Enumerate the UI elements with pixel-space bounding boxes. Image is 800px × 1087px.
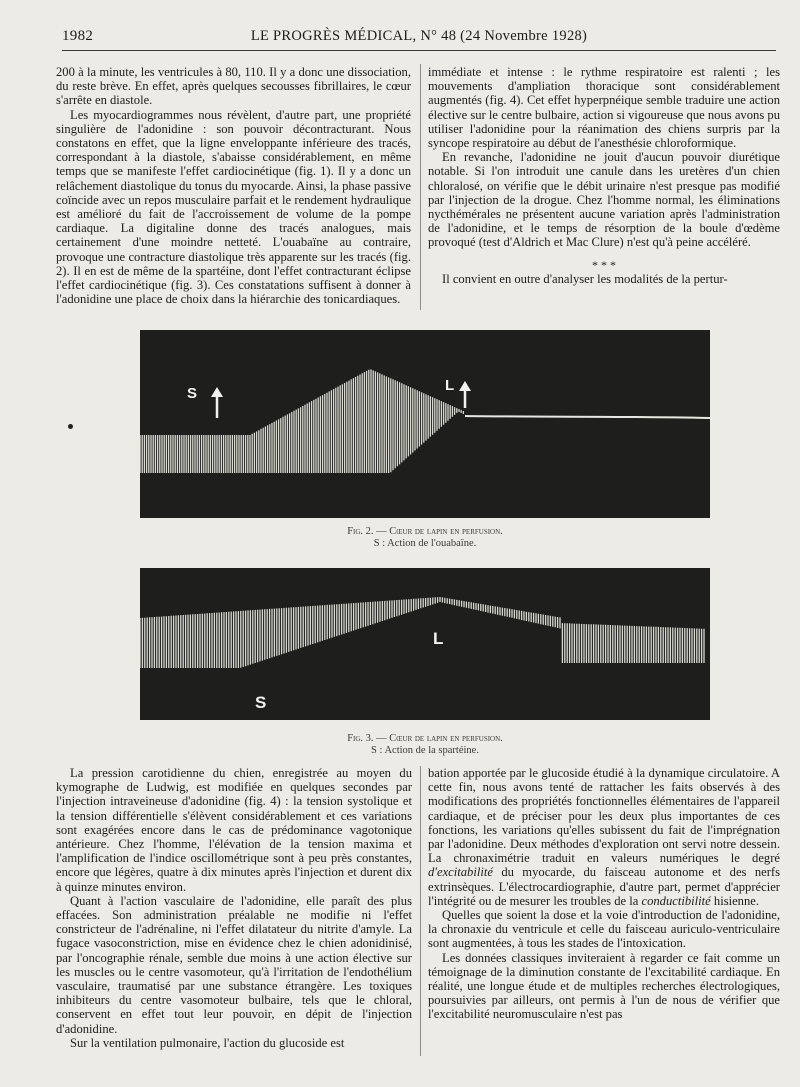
column-divider-top [420, 64, 421, 310]
figure-3-trace [140, 568, 710, 720]
emphasis: d'excitabilité [428, 865, 493, 880]
paragraph: Quelles que soient la dose et la voie d'introduction de l'adonidine, la chronaxie du ventricule et celle du faisceau auriculo-ventriculaire sont augmentées, à tous les stades de l'intoxication. [428, 908, 780, 951]
text-run: bation apportée par le glucoside étudié à la dynamique circulatoire. A cette fin, nous avons tenté de rattacher les faits observés à des modifications des propriétés fonctionnelles élémentaires de l'appareil cardiaque, et de préciser pour les deux plus importantes de ces fonctions, les variations qu'elles subissent du fait de l'imprégnation par l'adonidine. Deux méthodes d'exploration ont servi notre dessein. La chronaximétrie traduit en valeurs numériques le degré [428, 766, 780, 866]
section-break: * * * [592, 257, 616, 272]
caption-line: Fig. 3. — Cœur de lapin en perfusion. [347, 733, 503, 744]
paragraph [428, 766, 780, 908]
paragraph: Les données classiques inviteraient à regarder ce fait comme un témoignage de la diminution constante de l'excitabilité cardiaque. En réalité, une longue étude et de multiples recherches électrologiques, poursuivies par ailleurs, ont permis à l'un de nous de vérifier que l'excitabilité neuromusculaire n'est pas [428, 950, 780, 1022]
column-bottom-right [428, 766, 780, 1022]
figure-label-s: S [255, 693, 267, 712]
journal-title: LE PROGRÈS MÉDICAL, N° 48 (24 Novembre 1928) [250, 28, 588, 44]
margin-dot [68, 424, 73, 429]
column-top-left [56, 65, 411, 306]
figure-label-s: S [187, 385, 198, 402]
kymograph-trace [140, 369, 710, 473]
page-header [62, 28, 776, 51]
figure-3-svg [140, 568, 710, 720]
paragraph: Quant à l'action vasculaire de l'adonidine, elle paraît des plus effacées. Son administration préalable ne modifie ni l'effet constricteur de l'adrénaline, ni l'effet dilatateur du nitrite d'amyle. La fugace vasoconstriction, mise en évidence chez le chien adonidinisé, par l'oncographie rénale, semble due moins à une action élective sur les muscles ou le centre vasomoteur, qu'à l'irritation de l'endothélium vasculaire, traumatisé par une substance étrangère. Les toxiques inhibiteurs du centre vasomoteur bulbaire, tels que le chloral, conservent en effet tout leur pouvoir, en dépit de l'injection d'adonidine. [56, 893, 412, 1036]
trace-strokes [140, 597, 704, 668]
kymograph-trace [140, 597, 704, 668]
caption-line: S : Action de la spartéine. [371, 744, 479, 756]
emphasis: conductibilité [641, 893, 711, 908]
figure-label-l: L [445, 377, 455, 394]
paragraph: En revanche, l'adonidine ne jouit d'aucun pouvoir diurétique notable. Si l'on introduit une canule dans les uretères d'un chien chloralosé, on vérifie que le débit urinaire n'est presque pas modifié par l'injection de la drogue. Chez l'homme normal, les éliminations nycthémérales ne présentent aucune variation après l'administration de l'adonidine, et le temps de résorption de la boule d'œdème provoqué (test d'Aldrich et Mac Clure) n'est qu'à peine accéléré. [428, 150, 780, 250]
figure-3-caption [140, 733, 710, 756]
column-divider-bottom [420, 766, 421, 1056]
text-run: hisienne. [710, 893, 760, 908]
paragraph: La pression carotidienne du chien, enregistrée au moyen du kymographe de Ludwig, est modifiée en quelques secondes par l'injection intraveineuse d'adonidine (fig. 4) : la tension systolique et la tension différentielle s'élèvent considérablement et ces variations sont exagérées encore dans le cas de prédominance vagotonique antérieure. Chez l'homme, l'élévation de la tension maxima et l'amplification de l'indice oscillométrique sont à peu près constantes, encore que légères, quatre à dix minutes après l'injection et durent dix à quinze minutes environ. [56, 766, 412, 894]
arrow-up-icon [459, 381, 471, 391]
paragraph: Il convient en outre d'analyser les modalités de la pertur- [442, 271, 728, 286]
figure-2-trace [140, 330, 710, 518]
caption-line: S : Action de l'ouabaïne. [373, 537, 477, 549]
figure-label-l: L [433, 629, 444, 648]
arrow-up-icon [211, 387, 223, 397]
paragraph: Les myocardiogrammes nous révèlent, d'autre part, une propriété singulière de l'adonidine : son pouvoir décontracturant. Nous constatons en effet, que la ligne enveloppante inférieure des tracés, correspondant à la diastole, s'abaisse considérablement, en même temps que se manifeste l'effet cardiocinétique (fig. 1). Il y a donc un relâchement diastolique du tonus du myocarde. Ainsi, la phase passive coïncide avec un repos musculaire parfait et le rendement hydraulique est amélioré du fait de l'accroissement de volume de la pompe cardiaque. La digitaline donne des tracés analogues, mais certainement d'une moindre netteté. L'ouabaïne au contraire, provoque une contracture diastolique très apparente sur les tracés (fig. 2). Il en est de même de la spartéine, dont l'effet contracturant éclipse l'effet cardiocinétique (fig. 3). Ces constatations suffisent à donner à l'adonidine une place de choix dans la hiérarchie des tonicardiaques. [56, 107, 411, 307]
column-top-right [428, 65, 780, 286]
column-bottom-left [56, 766, 412, 1050]
page-number: 1982 [62, 28, 94, 44]
paragraph: Sur la ventilation pulmonaire, l'action du glucoside est [70, 1035, 345, 1050]
paragraph: immédiate et intense : le rythme respiratoire est ralenti ; les mouvements d'ampliation thoracique sont considérablement augmentés (fig. 4). Cet effet hyperpnéique semble traduire une action élective sur le centre bulbaire, action si vigoureuse que nous avons pu utiliser l'adonidine pour la réanimation des chiens surpris par la syncope respiratoire au début de l'anesthésie chloroformique. [428, 65, 780, 151]
caption-line: Fig. 2. — Cœur de lapin en perfusion. [347, 526, 503, 537]
figure-2-svg [140, 330, 710, 518]
text-run: du myocarde, du faisceau autonome et des nerfs extrinsèques. L'électrocardiographie, d'autre part, permet d'apprécier l'intégrité ou de mesurer les troubles de la [428, 865, 780, 908]
paragraph: 200 à la minute, les ventricules à 80, 110. Il y a donc une dissociation, du reste brève. En effet, après quelques secousses fibrillaires, le cœur s'arrête en diastole. [56, 65, 411, 108]
figure-2-caption [140, 526, 710, 549]
baseline-trace [465, 416, 710, 418]
